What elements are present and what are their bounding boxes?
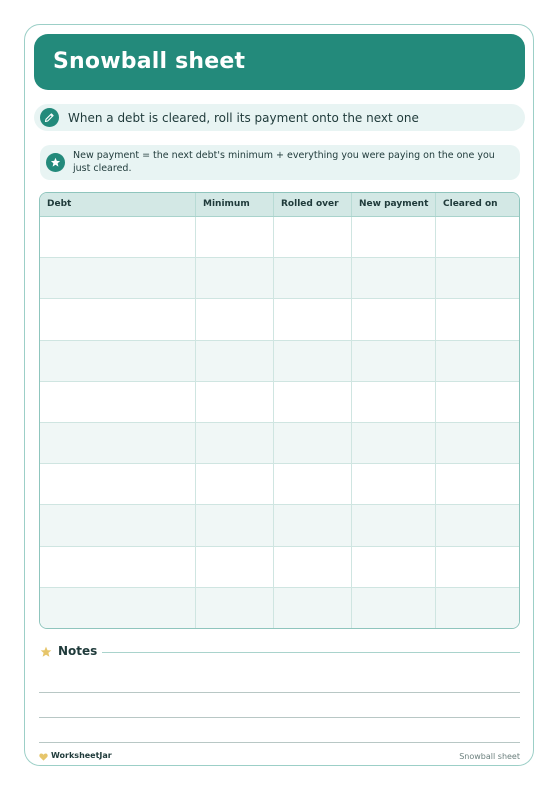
table-cell-cleared-on[interactable] [436,258,519,298]
table-cell-cleared-on[interactable] [436,547,519,587]
table-cell-rolled-over[interactable] [274,258,352,298]
pencil-icon [40,108,59,127]
table-cell-cleared-on[interactable] [436,217,519,257]
table-cell-cleared-on[interactable] [436,423,519,463]
table-row [40,588,519,629]
note-line[interactable] [39,717,520,718]
table-cell-minimum[interactable] [196,217,274,257]
table-header [40,193,519,217]
table-cell-debt[interactable] [40,423,196,463]
table-row [40,299,519,340]
table-cell-debt[interactable] [40,258,196,298]
table-cell-rolled-over[interactable] [274,505,352,545]
table-cell-rolled-over[interactable] [274,382,352,422]
table-cell-minimum[interactable] [196,423,274,463]
table-cell-debt[interactable] [40,505,196,545]
table-cell-minimum[interactable] [196,547,274,587]
table-cell-cleared-on[interactable] [436,382,519,422]
notes-star-icon [40,646,52,658]
table-row [40,382,519,423]
table-cell-rolled-over[interactable] [274,423,352,463]
table-cell-debt[interactable] [40,547,196,587]
table-cell-cleared-on[interactable] [436,341,519,381]
note-line[interactable] [39,692,520,693]
page-title: Snowball sheet [53,49,246,74]
table-cell-minimum[interactable] [196,299,274,339]
table-cell-minimum[interactable] [196,341,274,381]
table-cell-new-payment[interactable] [352,464,436,504]
table-cell-cleared-on[interactable] [436,588,519,629]
column-header-minimum: Minimum [196,193,274,216]
star-icon [46,153,65,172]
table-cell-new-payment[interactable] [352,382,436,422]
table-row [40,464,519,505]
table-cell-new-payment[interactable] [352,547,436,587]
heart-icon [39,753,48,761]
notes-header [40,644,520,660]
footer-brand-name: WorksheetJar [51,751,112,760]
table-cell-new-payment[interactable] [352,423,436,463]
table-cell-minimum[interactable] [196,464,274,504]
note-line[interactable] [39,742,520,743]
column-header-cleared-on: Cleared on [443,199,498,209]
tip-box [40,145,520,180]
notes-divider [102,652,520,653]
table-cell-rolled-over[interactable] [274,464,352,504]
table-cell-debt[interactable] [40,588,196,629]
table-cell-cleared-on[interactable] [436,505,519,545]
column-header-rolled-over: Rolled over [274,193,352,216]
table-row [40,423,519,464]
table-cell-new-payment[interactable] [352,217,436,257]
table-cell-new-payment[interactable] [352,588,436,629]
tip-text: New payment = the next debt's minimum + everything you were paying on the one you just cleared. [73,150,495,174]
table-row [40,505,519,546]
table-row [40,258,519,299]
column-header-new-payment: New payment [352,193,436,216]
table-cell-minimum[interactable] [196,258,274,298]
footer-label: Snowball sheet [459,752,520,761]
table-body [40,217,519,629]
instruction-bar [34,104,525,131]
table-cell-rolled-over[interactable] [274,547,352,587]
table-cell-rolled-over[interactable] [274,217,352,257]
table-cell-rolled-over[interactable] [274,341,352,381]
table-row [40,341,519,382]
table-row [40,547,519,588]
table-cell-minimum[interactable] [196,588,274,629]
table-cell-new-payment[interactable] [352,258,436,298]
table-cell-new-payment[interactable] [352,341,436,381]
column-header-debt: Debt [40,193,196,216]
table-cell-debt[interactable] [40,382,196,422]
table-cell-minimum[interactable] [196,382,274,422]
table-cell-new-payment[interactable] [352,505,436,545]
table-cell-rolled-over[interactable] [274,299,352,339]
table-row [40,217,519,258]
table-cell-cleared-on[interactable] [436,464,519,504]
table-cell-cleared-on[interactable] [436,299,519,339]
title-banner [34,34,525,90]
table-cell-new-payment[interactable] [352,299,436,339]
table-cell-debt[interactable] [40,464,196,504]
table-cell-minimum[interactable] [196,505,274,545]
table-cell-debt[interactable] [40,217,196,257]
notes-title: Notes [58,644,98,658]
table-cell-debt[interactable] [40,341,196,381]
instruction-text: When a debt is cleared, roll its payment onto the next one [68,111,419,125]
table-cell-debt[interactable] [40,299,196,339]
table-cell-rolled-over[interactable] [274,588,352,629]
snowball-table [39,192,520,629]
